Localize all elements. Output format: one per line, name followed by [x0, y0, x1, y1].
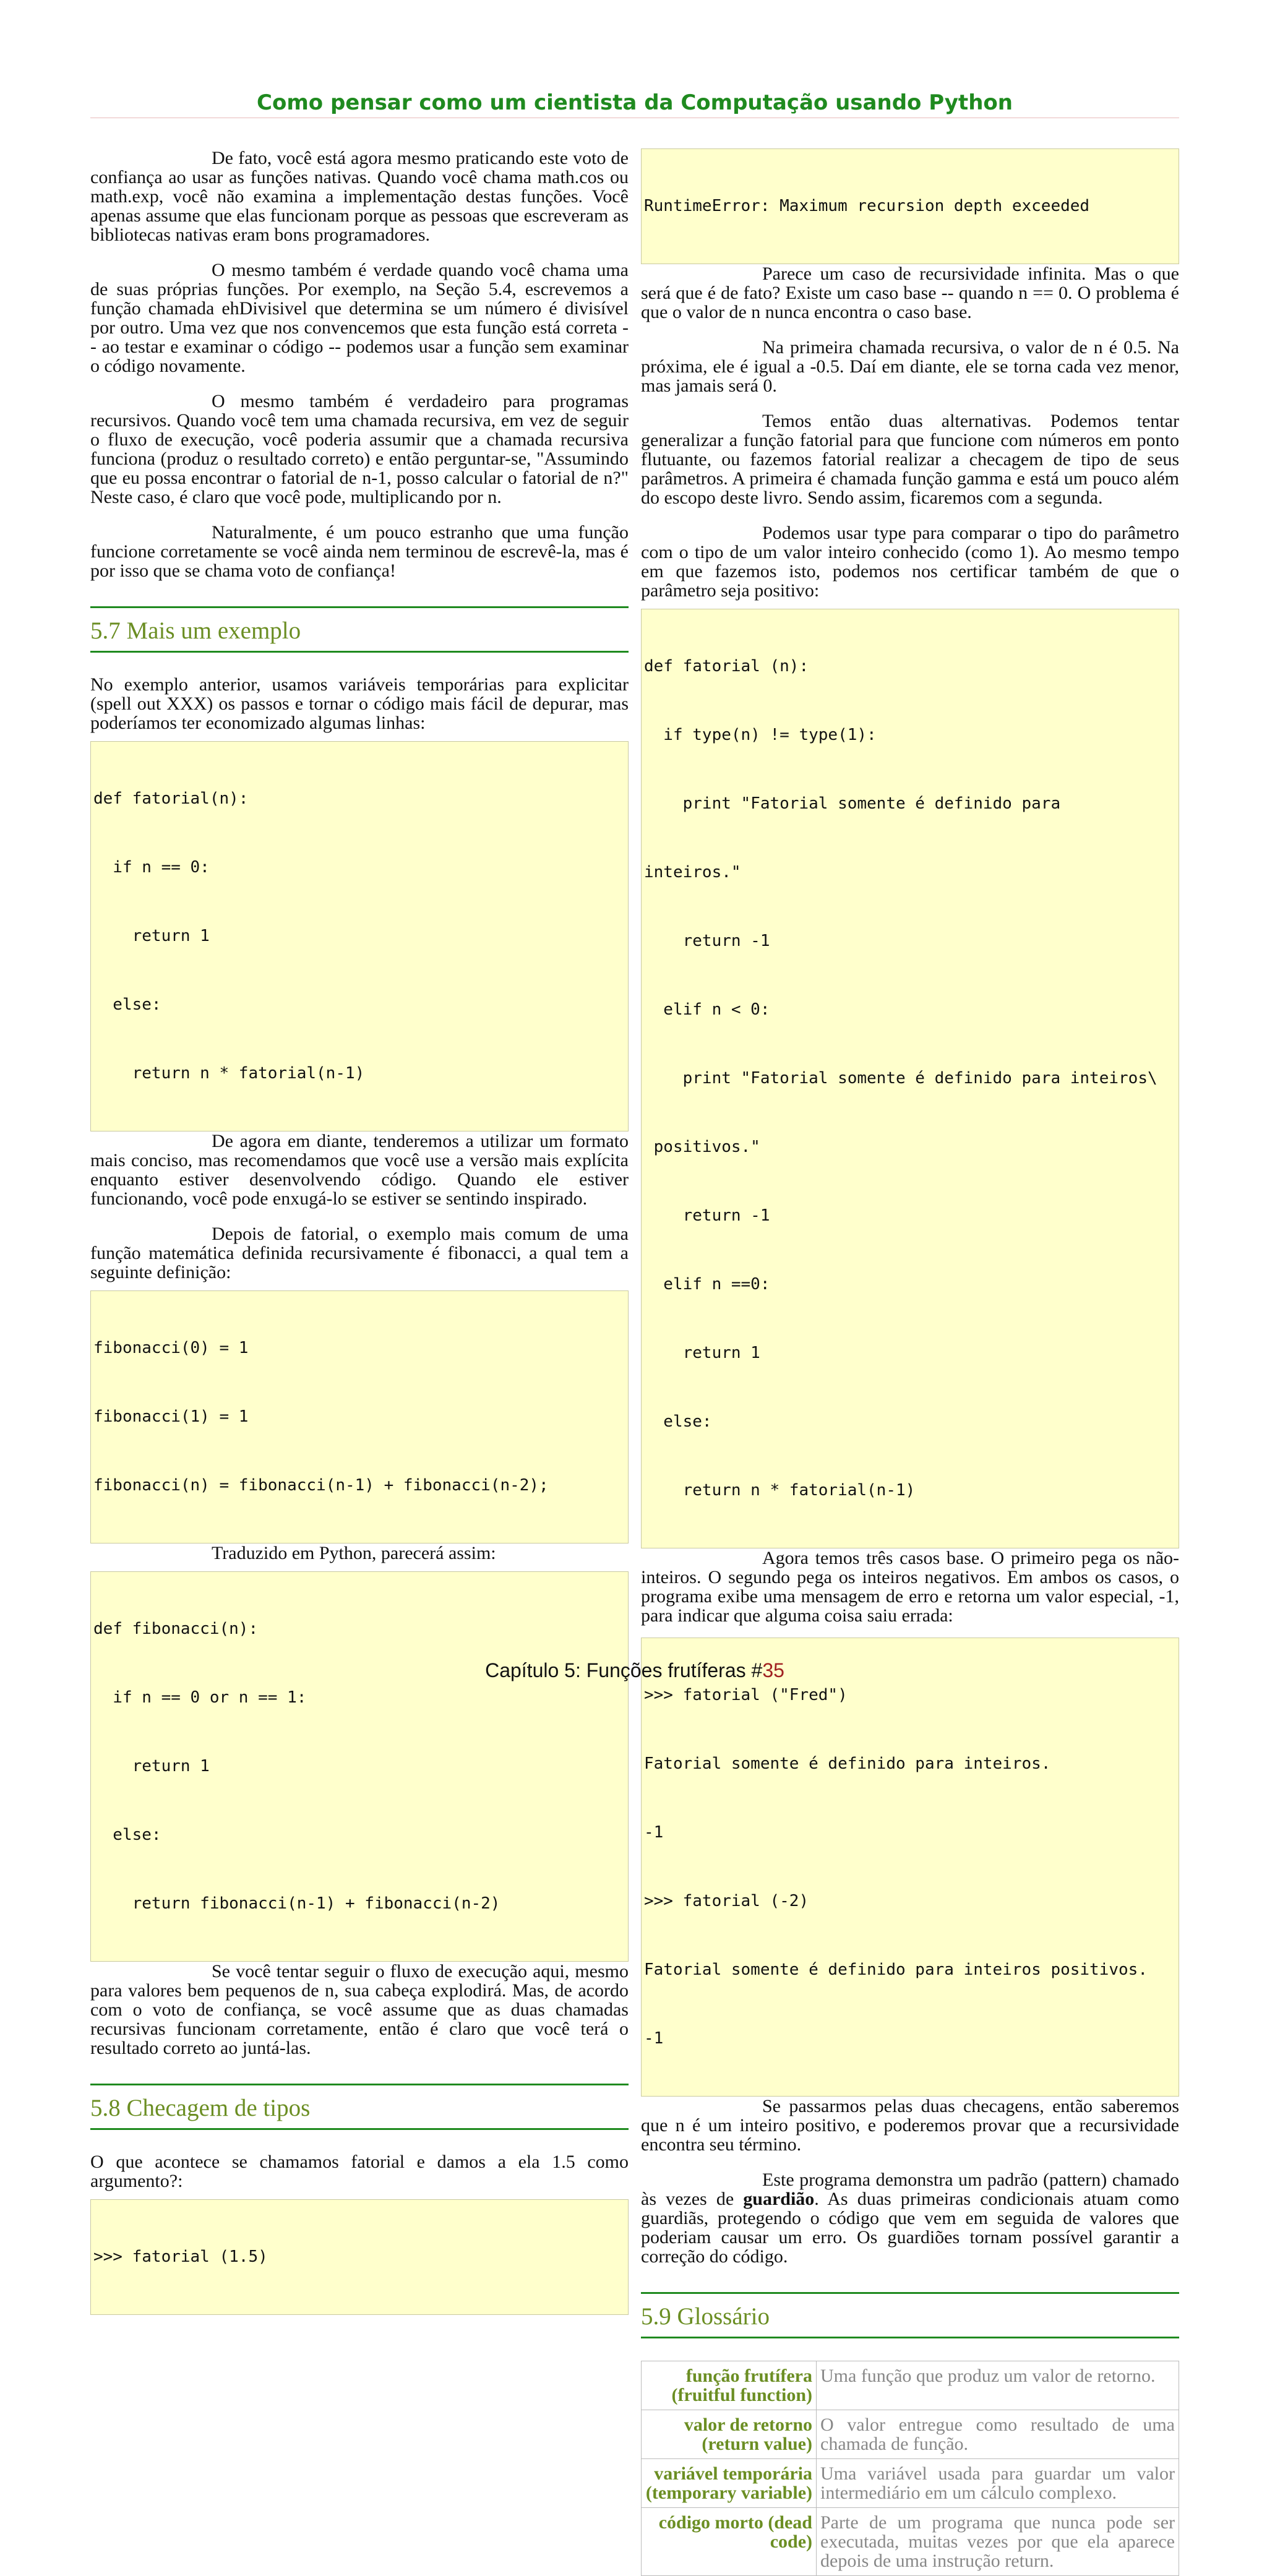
code-line: Fatorial somente é definido para inteiros positivos.	[644, 1960, 1148, 1979]
page-footer	[90, 1659, 1179, 1682]
code-line: if n == 0:	[93, 858, 210, 877]
page-header-title: Como pensar como um cientista da Computação usando Python	[257, 90, 1013, 115]
code-line: def fibonacci(n):	[93, 1620, 259, 1638]
glossary-row	[642, 2459, 1179, 2508]
code-block	[641, 609, 1179, 1548]
paragraph: Agora temos três casos base. O primeiro pega os não-inteiros. O segundo pega os inteiros negativos. Em ambos os casos, o programa exibe uma mensagem de erro e retorna um valor especial, -1, para indicar que alguma coisa saiu errada:	[641, 1548, 1179, 1626]
code-line: else:	[93, 995, 161, 1014]
paragraph: Podemos usar type para comparar o tipo do parâmetro com o tipo de um valor inteiro conhecido (como 1). Ao mesmo tempo em que fazemos isto, podemos nos certificar também de que o parâmetro seja positivo:	[641, 523, 1179, 601]
code-line: fibonacci(0) = 1	[93, 1339, 249, 1357]
code-block	[90, 741, 629, 1131]
glossary-definition: O valor entregue como resultado de uma chamada de função.	[817, 2410, 1179, 2459]
code-line: if type(n) != type(1):	[644, 726, 877, 744]
page-number: 35	[762, 1659, 784, 1681]
glossary-term: código morto (dead code)	[642, 2508, 817, 2576]
paragraph: De fato, você está agora mesmo praticando este voto de confiança ao usar as funções nativas. Quando você chama math.cos ou math.exp, você não examina a implementação destas funções. Você apenas assume que elas funcionam porque as pessoas que escreveram as bibliotecas nativas eram bons programadores.	[90, 148, 629, 245]
section-heading-5-9: 5.9 Glossário	[641, 2292, 1179, 2338]
code-line: >>> fatorial ("Fred")	[644, 1686, 848, 1704]
paragraph: Na primeira chamada recursiva, o valor de n é 0.5. Na próxima, ele é igual a -0.5. Daí em diante, ele se torna cada vez menor, mas jamais será 0.	[641, 337, 1179, 396]
code-line: inteiros."	[644, 863, 741, 882]
code-line: return 1	[93, 927, 210, 945]
paragraph: O que acontece se chamamos fatorial e damos a ela 1.5 como argumento?:	[90, 2152, 629, 2191]
code-line: -1	[644, 2029, 664, 2048]
paragraph: Temos então duas alternativas. Podemos tentar generalizar a função fatorial para que funcione com números em ponto flutuante, ou fazemos fatorial realizar a checagem de tipo de seus parâmetros. A primeira é chamada função gamma e está um pouco além do escopo deste livro. Sendo assim, ficaremos com a segunda.	[641, 411, 1179, 508]
glossary-definition: Uma variável usada para guardar um valor intermediário em um cálculo complexo.	[817, 2459, 1179, 2508]
code-line: print "Fatorial somente é definido para inteiros\	[644, 1069, 1157, 1088]
paragraph: O mesmo também é verdade quando você chama uma de suas próprias funções. Por exemplo, na Seção 5.4, escrevemos a função chamada ehDivisivel que determina se um número é divisível por outro. Uma vez que nos convencemos que esta função está correta -- ao testar e examinar o código -- podemos usar a função sem examinar o código novamente.	[90, 260, 629, 376]
code-line: print "Fatorial somente é definido para	[644, 794, 1061, 813]
left-column	[90, 148, 629, 2315]
code-line: def fatorial(n):	[93, 789, 249, 808]
code-line: fibonacci(n) = fibonacci(n-1) + fibonacci(n-2);	[93, 1476, 549, 1495]
paragraph: Depois de fatorial, o exemplo mais comum de uma função matemática definida recursivamente é fibonacci, a qual tem a seguinte definição:	[90, 1224, 629, 1282]
code-line: >>> fatorial (1.5)	[93, 2248, 268, 2266]
code-line: >>> fatorial (-2)	[644, 1892, 809, 1910]
code-line: RuntimeError: Maximum recursion depth exceeded	[644, 197, 1090, 215]
code-line: elif n ==0:	[644, 1275, 770, 1294]
right-column	[641, 148, 1179, 2576]
code-line: else:	[93, 1826, 161, 1844]
paragraph: Se passarmos pelas duas checagens, então saberemos que n é um inteiro positivo, e poderemos provar que a recursividade encontra seu término.	[641, 2096, 1179, 2155]
code-line: return -1	[644, 932, 770, 950]
glossary-row	[642, 2508, 1179, 2576]
code-line: fibonacci(1) = 1	[93, 1407, 249, 1426]
code-line: return 1	[93, 1757, 210, 1775]
section-heading-5-7: 5.7 Mais um exemplo	[90, 606, 629, 653]
code-line: return n * fatorial(n-1)	[644, 1481, 916, 1500]
paragraph-text: Este programa demonstra um padrão (pattern) chamado às vezes de	[641, 2170, 1179, 2209]
bold-term: guardião	[743, 2189, 815, 2209]
code-line: def fatorial (n):	[644, 657, 809, 676]
code-block	[641, 1638, 1179, 2097]
code-block	[641, 148, 1179, 264]
glossary-term: função frutífera (fruitful function)	[642, 2361, 817, 2410]
paragraph-text: . As duas primeiras condicionais atuam como guardiãs, protegendo o código que vem em seguida de valores que poderiam causar um erro. Os guardiões tornam possível garantir a correção do código.	[641, 2189, 1179, 2267]
paragraph: O mesmo também é verdadeiro para programas recursivos. Quando você tem uma chamada recursiva, em vez de seguir o fluxo de execução, você poderia assumir que a chamada recursiva funciona (produz o resultado correto) e então perguntar-se, "Assumindo que eu possa encontrar o fatorial de n-1, posso calcular o fatorial de n?" Neste caso, é claro que você pode, multiplicando por n.	[90, 391, 629, 507]
glossary-row	[642, 2410, 1179, 2459]
paragraph: No exemplo anterior, usamos variáveis temporárias para explicitar (spell out XXX) os passos e tornar o código mais fácil de depurar, mas poderíamos ter economizado algumas linhas:	[90, 674, 629, 733]
code-block	[90, 2199, 629, 2315]
code-line: return fibonacci(n-1) + fibonacci(n-2)	[93, 1894, 500, 1913]
code-line: if n == 0 or n == 1:	[93, 1688, 307, 1707]
glossary-row	[642, 2361, 1179, 2410]
code-line: return n * fatorial(n-1)	[93, 1064, 365, 1083]
paragraph: Traduzido em Python, parecerá assim:	[212, 1543, 496, 1563]
footer-chapter: Capítulo 5: Funções frutíferas #	[485, 1659, 763, 1681]
code-line: positivos."	[644, 1138, 760, 1156]
paragraph: Naturalmente, é um pouco estranho que uma função funcione corretamente se você ainda nem terminou de escrevê-la, mas é por isso que se chama voto de confiança!	[90, 522, 629, 581]
glossary-table	[641, 2361, 1179, 2576]
paragraph	[641, 2170, 1179, 2266]
paragraph: Se você tentar seguir o fluxo de execução aqui, mesmo para valores bem pequenos de n, sua cabeça explodirá. Mas, de acordo com o voto de confiança, se você assume que as duas chamadas recursivas funcionam corretamente, então é claro que você terá o resultado correto ao juntá-las.	[90, 1961, 629, 2058]
glossary-definition: Uma função que produz um valor de retorno.	[817, 2361, 1179, 2410]
code-line: elif n < 0:	[644, 1000, 770, 1019]
glossary-term: valor de retorno (return value)	[642, 2410, 817, 2459]
code-line: else:	[644, 1412, 712, 1431]
glossary-definition: Parte de um programa que nunca pode ser executada, muitas vezes por que ela aparece depois de uma instrução return.	[817, 2508, 1179, 2576]
code-block	[90, 1290, 629, 1543]
paragraph: De agora em diante, tenderemos a utilizar um formato mais conciso, mas recomendamos que você use a versão mais explícita enquanto estiver desenvolvendo código. Quando ele estiver funcionando, você pode enxugá-lo se estiver se sentindo inspirado.	[90, 1131, 629, 1209]
code-line: return -1	[644, 1206, 770, 1225]
paragraph: Parece um caso de recursividade infinita. Mas o que será que é de fato? Existe um caso base -- quando n == 0. O problema é que o valor de n nunca encontra o caso base.	[641, 264, 1179, 322]
section-heading-5-8: 5.8 Checagem de tipos	[90, 2084, 629, 2130]
code-line: -1	[644, 1823, 664, 1842]
glossary-term: variável temporária (temporary variable)	[642, 2459, 817, 2508]
code-block	[90, 1571, 629, 1962]
code-line: return 1	[644, 1344, 760, 1362]
code-line: Fatorial somente é definido para inteiros.	[644, 1754, 1051, 1773]
